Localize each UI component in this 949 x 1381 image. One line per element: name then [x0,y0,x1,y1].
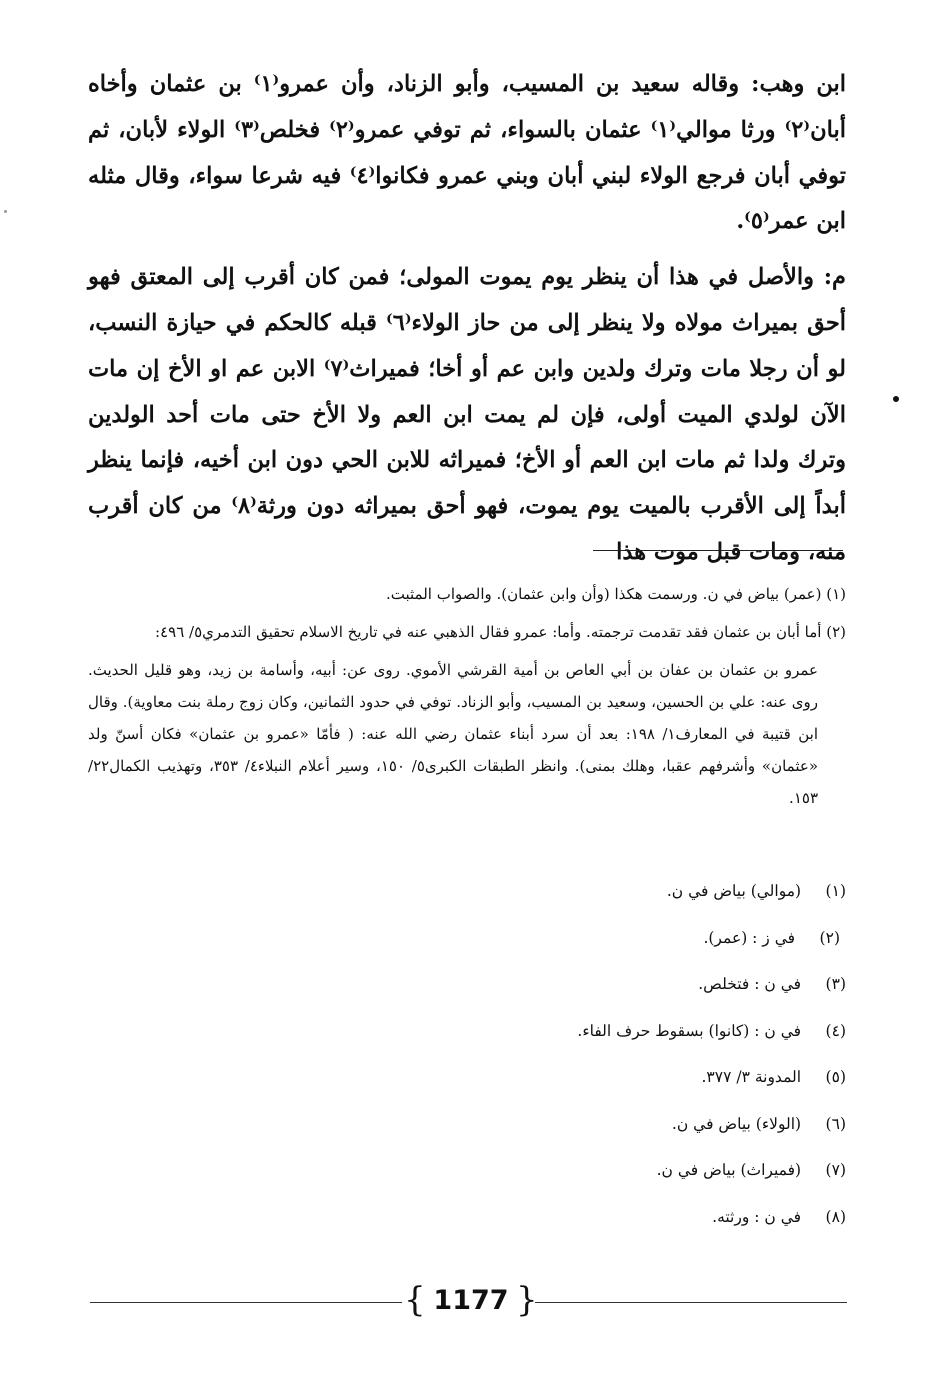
footnotes-block-2 [300,868,846,1240]
footnote-item [300,1147,846,1194]
footnote-number: (٥) [825,1068,846,1086]
footnote-item [300,1101,846,1148]
footnote-item [300,1008,846,1055]
footnote-number: (١) [825,882,846,900]
footnote-2-head: (٢) أما أبان بن عثمان فقد تقدمت ترجمته. وأما: عمرو فقال الذهبي عنه في تاريخ الاسلام تحقيق التدمري٥/ ٤٩٦: [155,623,846,641]
footnote-text: في ن : فتخلص. [698,975,802,993]
footnote-item [300,915,846,962]
paragraph-1: ابن وهب: وقاله سعيد بن المسيب، وأبو الزناد، وأن عمرو⁽١⁾ بن عثمان وأخاه أبان⁽٢⁾ ورثا موالي⁽١⁾ عثمان بالسواء، ثم توفي عمرو⁽٢⁾ فخلص⁽٣⁾ الولاء لأبان، ثم توفي أبان فرجع الولاء لبني أبان وبني عمرو فكانوا⁽٤⁾ فيه شرعا سواء، وقال مثله ابن عمر⁽٥⁾. [88,71,846,235]
footnote-number: (٨) [825,1207,846,1226]
footnote-number: (٦) [825,1114,846,1133]
main-text [88,62,846,586]
footnote-2-body: عمرو بن عثمان بن عفان بن أبي العاص بن أمية القرشي الأموي. روى عن: أبيه، وأسامة بن زيد، وهو قليل الحديث. روى عنه: علي بن الحسين، وسعيد بن المسيب، وأبو الزناد. توفي في حدود الثمانين، وكان زوج رملة بنت معاوية). وقال ابن قتيبة في المعارف١/ ١٩٨: بعد أن سرد أبناء عثمان رضي الله عنه: ( فأمّا «عمرو بن عثمان» فكان أسنّ ولد «عثمان» وأشرفهم عقبا، وهلك بمنى). وانظر الطبقات الكبرى٥/ ١٥٠، وسير أعلام النبلاء٤/ ٣٥٣، وتهذيب الكمال٢٢/ ١٥٣. [88,661,818,807]
footnote-text: (فميراث) بياض في ن. [656,1161,802,1179]
footnote-item [300,1194,846,1241]
footnote-text: في ن : (كانوا) بسقوط حرف الفاء. [577,1021,802,1040]
paragraph-2: م: والأصل في هذا أن ينظر يوم يموت المولى؛ فمن كان أقرب إلى المعتق فهو أحق بميراث مولاه ولا ينظر إلى من حاز الولاء⁽٦⁾ قبله كالحكم في حيازة النسب، لو أن رجلا مات وترك ولدين وابن عم أو أخا؛ فميراث⁽٧⁾ الابن عم او الأخ إن مات الآن لولدي الميت أولى، فإن لم يمت ابن العم ولا الأخ حتى مات أحد الولدين وترك ولدا ثم مات ابن العم أو الأخ؛ فميراثه للابن الحي دون ابن أخيه، فإنما ينظر أبداً إلى الأقرب بالميت يوم يموت، فهو أحق بميراثه دون ورثة⁽٨⁾ من كان أقرب منه، ومات قبل موت هذا [88,264,846,565]
page-number: 1177 [433,1285,509,1316]
footnote-text: في ز : (عمر). [703,928,796,947]
footnote-item [300,1054,846,1101]
footnote-1: (١) (عمر) بياض في ن. ورسمت هكذا (وأن وابن عثمان). والصواب المثبت. [385,585,846,603]
footnote-separator [593,550,843,551]
brace-left: { [404,1280,426,1320]
footnote-text: في ن : ورثته. [712,1207,802,1226]
margin-dot [893,396,899,402]
footnotes-block-1 [88,578,846,814]
footnote-item [300,961,846,1008]
footer-rule-left [90,1302,402,1303]
footnote-text: المدونة ٣/ ٣٧٧. [701,1068,802,1086]
footnote-number: (٧) [825,1161,846,1179]
brace-right: } [516,1280,538,1320]
footnote-number: (٤) [825,1021,846,1040]
footnote-text: (موالي) بياض في ن. [666,882,802,900]
scan-mark [4,210,7,213]
footnote-number: (٣) [825,975,846,993]
footnote-item [300,868,846,915]
footer-rule-right [535,1302,847,1303]
footnote-number: (٢) [819,928,840,947]
footnote-text: (الولاء) بياض في ن. [671,1114,802,1133]
